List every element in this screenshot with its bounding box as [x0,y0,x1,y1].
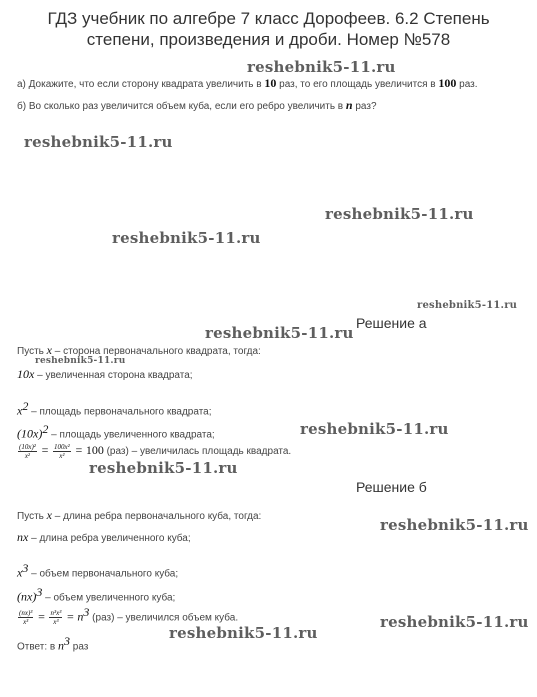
watermark: reshebnik5-11.ru [35,356,126,366]
solution-b-heading: Решение б [356,479,427,495]
watermark: reshebnik5-11.ru [205,324,354,342]
solution-a-line-3: $x^2$ – площадь первоначального квадрата; [17,399,212,418]
page-title-line1: ГДЗ учебник по алгебре 7 класс Дорофеев. 6.2 Степень [47,9,490,28]
task-a: а) Докажите, что если сторону квадрата увеличить в 10 раз, то его площадь увеличится в 100 раз. [17,76,478,90]
solution-b-line-2: nx – длина ребра увеличенного куба; [17,530,191,544]
watermark: reshebnik5-11.ru [169,624,318,642]
watermark: reshebnik5-11.ru [380,516,529,534]
solution-b-line-3: $x^3$ – объем первоначального куба; [17,561,179,580]
page-title-line2: степени, произведения и дроби. Номер №578 [86,30,451,49]
solution-a-line-4: $(10x)^2$ – площадь увеличенного квадрата; [17,422,215,441]
watermark: reshebnik5-11.ru [247,58,396,76]
watermark: reshebnik5-11.ru [380,613,529,631]
solution-b-line-4: (nx)$^3$ – объем увеличенного куба; [17,585,176,604]
task-b: б) Во сколько раз увеличится объем куба, если его ребро увеличить в n раз? [17,98,377,112]
solution-b-line-5: $\frac{\text{(nx)³}}{\text{x³}}$ = $\frac{\text{n³x³}}{\text{x³}}$ = $n^3$ (раз) – увеличился объем куба. [19,605,239,627]
solution-b-line-1: Пусть x – длина ребра первоначального куба, тогда: [17,508,262,522]
fraction: $\frac{\text{100x²}}{\text{x²}}$ [53,443,70,460]
solution-a-line-2: 10x – увеличенная сторона квадрата; [17,367,193,381]
answer-line: Ответ: в $n^3$ раз [17,634,89,653]
watermark: reshebnik5-11.ru [417,300,518,311]
solution-a-heading: Решение а [356,315,427,331]
solution-a-line-1: Пусть x – сторона первоначального квадрата, тогда: [17,343,261,357]
fraction: $\frac{\text{(10x)²}}{\text{x²}}$ [19,443,36,460]
watermark: reshebnik5-11.ru [24,133,173,151]
page-title [0,8,537,50]
watermark: reshebnik5-11.ru [325,205,474,223]
solution-a-line-5: $\frac{\text{(10x)²}}{\text{x²}}$ = $\frac{\text{100x²}}{\text{x²}}$ = 100 (раз) – увеличилась площадь квадрата. [19,443,292,460]
fraction: $\frac{\text{(nx)³}}{\text{x³}}$ [19,609,33,627]
fraction: $\frac{\text{n³x³}}{\text{x³}}$ [50,609,62,627]
watermark: reshebnik5-11.ru [300,420,449,438]
watermark: reshebnik5-11.ru [112,229,261,247]
watermark: reshebnik5-11.ru [89,459,238,477]
